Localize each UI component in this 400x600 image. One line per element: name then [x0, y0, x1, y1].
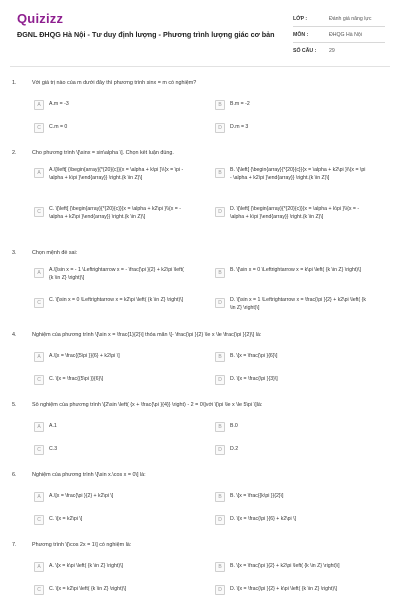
question-number: 7. [12, 542, 17, 548]
question-number: 1. [12, 80, 17, 86]
option-d[interactable] [215, 444, 368, 455]
option-letter-badge: D [215, 298, 225, 308]
option-text: D. \[x = \frac{\pi }{2} + k\pi \left( {k \in Z} \right)\] [230, 586, 337, 592]
option-text: D. \[x = \frac{\pi }{6} + k2\pi \] [230, 516, 297, 522]
option-letter-badge: B [215, 100, 225, 110]
option-d[interactable] [215, 374, 368, 385]
meta-subject-row [293, 27, 385, 43]
option-letter-badge: C [34, 515, 44, 525]
option-text: C.m = 0 [49, 124, 68, 130]
option-d[interactable] [215, 206, 368, 221]
option-text: B.m = -2 [230, 101, 250, 107]
option-a[interactable] [34, 421, 187, 432]
option-letter-badge: C [34, 207, 44, 217]
question-text: Nghiệm của phương trình \[\sin x.\cos x = 0\] là: [32, 472, 146, 478]
option-letter-badge: B [215, 352, 225, 362]
meta-count-value: 29 [329, 48, 335, 54]
option-d[interactable] [215, 122, 368, 133]
option-letter-badge: A [34, 168, 44, 178]
header-divider [10, 66, 390, 67]
option-a[interactable] [34, 561, 187, 572]
meta-count-label: SỐ CÂU : [293, 48, 317, 54]
question-text: Với giá trị nào của m dưới đây thì phương trình sinx = m có nghiệm? [32, 80, 197, 86]
option-b[interactable] [215, 421, 368, 432]
option-text: B. \[x = \frac{\pi }{6}\] [230, 353, 278, 359]
option-letter-badge: A [34, 562, 44, 572]
option-a[interactable] [34, 167, 187, 182]
option-letter-badge: A [34, 422, 44, 432]
option-text: A.\[x = \frac{{5\pi }}{6} + k2\pi \] [49, 353, 120, 359]
meta-class-label: LỚP : [293, 15, 308, 22]
option-text: D. \[x = \frac{\pi }{3}\] [230, 376, 278, 382]
option-text: B. \[x = \frac{\pi }{2} + k2\pi \left( {k \in Z} \right)\] [230, 563, 340, 569]
question-number: 3. [12, 250, 17, 256]
option-letter-badge: B [215, 492, 225, 502]
option-letter-badge: D [215, 207, 225, 217]
option-text: C. \[x = k2\pi \left( {k \in Z} \right)\] [49, 586, 127, 592]
worksheet-header [0, 0, 400, 66]
option-letter-badge: A [34, 268, 44, 278]
option-letter-badge: C [34, 445, 44, 455]
option-b[interactable] [215, 99, 368, 110]
option-letter-badge: B [215, 422, 225, 432]
option-d[interactable] [215, 514, 368, 525]
option-text: B. \[\sin x = 0 \Leftrightarrow x = k\pi \left( {k \in Z} \right)\] [230, 267, 361, 273]
option-letter-badge: C [34, 123, 44, 133]
question-number: 6. [12, 472, 17, 478]
question-number: 4. [12, 332, 17, 338]
option-b[interactable] [215, 491, 368, 502]
option-b[interactable] [215, 351, 368, 362]
option-a[interactable] [34, 267, 187, 282]
option-text: B.0 [230, 423, 238, 429]
option-letter-badge: C [34, 375, 44, 385]
option-b[interactable] [215, 267, 368, 278]
option-c[interactable] [34, 374, 187, 385]
option-letter-badge: C [34, 298, 44, 308]
option-c[interactable] [34, 444, 187, 455]
question-number: 5. [12, 402, 17, 408]
question-text: Nghiệm của phương trình \[\sin x = \frac{1}{2}\] thỏa mãn \[- \frac{\pi }{2} \le x \le \frac{\pi }{2}\] là: [32, 332, 262, 338]
option-c[interactable] [34, 514, 187, 525]
option-text: D. \[\sin x = 1 \Leftrightarrow x = \frac{\pi }{2} + k2\pi \left( {k \in Z} \right)\] [230, 297, 366, 311]
option-letter-badge: D [215, 123, 225, 133]
meta-subject-label: MÔN : [293, 31, 309, 38]
quizizz-logo: Quizizz [17, 11, 64, 26]
meta-subject-value: ĐHQG Hà Nội [329, 31, 362, 38]
option-text: A. \[x = k\pi \left( {k \in Z} \right)\] [49, 563, 123, 569]
option-letter-badge: B [215, 268, 225, 278]
meta-count-row [293, 43, 385, 59]
option-letter-badge: B [215, 562, 225, 572]
option-text: D.2 [230, 446, 239, 452]
worksheet-title: ĐGNL ĐHQG Hà Nội - Tư duy định lượng - Phương trình lượng giác cơ bản [17, 30, 275, 39]
meta-class-row [293, 11, 385, 27]
option-b[interactable] [215, 561, 368, 572]
option-letter-badge: D [215, 515, 225, 525]
option-c[interactable] [34, 206, 187, 221]
option-letter-badge: D [215, 375, 225, 385]
option-d[interactable] [215, 584, 368, 595]
option-text: B. \[\left[ {\begin{array}{*{20}{c}}{x = \alpha + k2\pi }\\{x = \pi - \alpha + k2\pi }\end{array}} \right.(k \in Z)\] [230, 167, 366, 181]
question-number: 2. [12, 150, 17, 156]
question-text: Số nghiệm của phương trình \[2\sin \left( {x + \frac{\pi }{4}} \right) - 2 = 0\]với \[\pi \le x \le 5\pi \]là: [32, 402, 263, 408]
option-c[interactable] [34, 584, 187, 595]
worksheet-meta [293, 11, 385, 59]
option-text: B. \[x = \frac{{k\pi }}{2}\] [230, 493, 284, 499]
option-letter-badge: D [215, 585, 225, 595]
option-text: A.\[x = \frac{\pi }{2} + k2\pi \] [49, 493, 114, 499]
option-c[interactable] [34, 122, 187, 133]
option-text: A.\[\left[ {\begin{array}{*{20}{c}}{x = \alpha + k\pi }\\{x = \pi - \alpha + k\pi }\end{array}} \right.(k \in Z)\] [49, 167, 184, 181]
option-letter-badge: D [215, 445, 225, 455]
option-text: A.\[\sin x = - 1 \Leftrightarrow x = - \frac{\pi }{2} + k2\pi \left( {k \in Z} \right)\] [49, 267, 184, 281]
option-text: C. \[\sin x = 0 \Leftrightarrow x = k2\pi \left( {k \in Z} \right)\] [49, 297, 184, 303]
option-letter-badge: B [215, 168, 225, 178]
option-letter-badge: A [34, 352, 44, 362]
option-text: C. \[x = \frac{{5\pi }}{6}\] [49, 376, 104, 382]
option-a[interactable] [34, 351, 187, 362]
option-letter-badge: A [34, 492, 44, 502]
question-text: Cho phương trình \[\sinx = sin\alpha \]. Chọn kết luận đúng. [32, 150, 174, 156]
option-b[interactable] [215, 167, 368, 182]
option-letter-badge: A [34, 100, 44, 110]
option-a[interactable] [34, 99, 187, 110]
meta-class-value: Đánh giá năng lực [329, 15, 372, 22]
option-text: C. \[\left[ {\begin{array}{*{20}{c}}{x = \alpha + k2\pi }\\{x = - \alpha + k2\pi }\end{array}} \right.(k \in Z)\] [49, 206, 181, 220]
question-text: Phương trình \[\cos 2x = 1\] có nghiệm là: [32, 542, 132, 548]
option-text: A.m = -3 [49, 101, 69, 107]
option-text: D.m = 3 [230, 124, 249, 130]
option-text: D. \[\left[ {\begin{array}{*{20}{c}}{x = \alpha + k\pi }\\{x = - \alpha + k\pi }\end{array}} \right.(k \in Z)\] [230, 206, 360, 220]
option-c[interactable] [34, 297, 187, 308]
option-text: A.1 [49, 423, 57, 429]
option-text: C. \[x = k2\pi \] [49, 516, 83, 522]
option-text: C.3 [49, 446, 58, 452]
option-letter-badge: C [34, 585, 44, 595]
question-text: Chọn mệnh đề sai: [32, 250, 78, 256]
option-a[interactable] [34, 491, 187, 502]
option-d[interactable] [215, 297, 368, 312]
